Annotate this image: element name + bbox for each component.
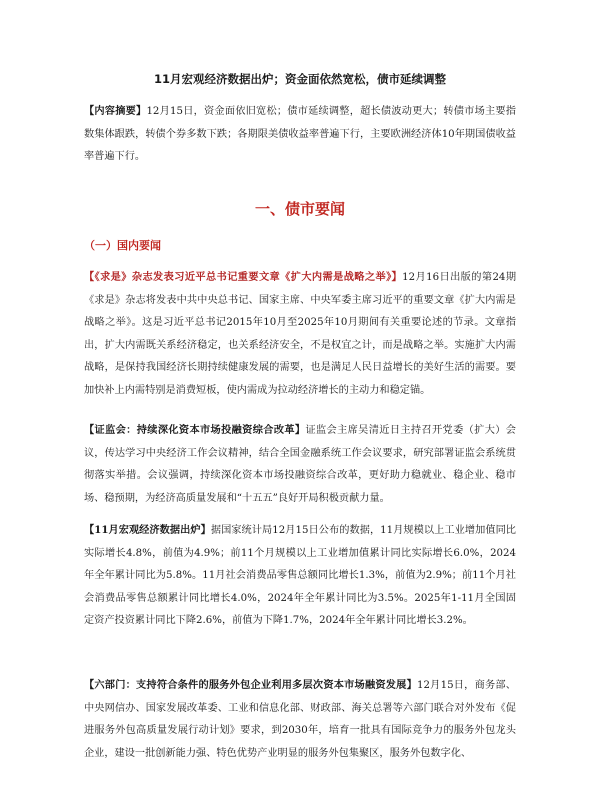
news-item-qiushi [84, 266, 516, 402]
news-item-lead: 【六部门：支持符合条件的服务外包企业利用多层次资本市场融资发展】 [84, 679, 417, 691]
section-heading-bond-news: 一、债市要闻 [254, 200, 345, 218]
news-item-six-departments [84, 674, 516, 765]
news-item-lead: 【《求是》杂志发表习近平总书记重要文章《扩大内需是战略之举》】 [84, 271, 403, 283]
summary-text: 12月15日，资金面依旧宽松；债市延续调整，超长债波动更大；转债市场主要指数集体跟跌，转债个券多数下跌；各期限美债收益率普遍下行，主要欧洲经济体10年期国债收益率普遍下行。 [84, 106, 516, 162]
news-item-lead: 【11月宏观经济数据出炉】 [84, 524, 211, 536]
document-title: 11月宏观经济数据出炉；资金面依然宽松，债市延续调整 [153, 72, 446, 86]
news-item-macro-data [84, 519, 516, 633]
news-item-body: 12月15日，商务部、中央网信办、国家发展改革委、工业和信息化部、财政部、海关总署等六部门联合对外发布《促进服务外包高质量发展行动计划》要求，到2030年，培育一批具有国际竞争力的服务外包龙头企业，建设一批创新能力强、特色优势产业明显的服务外包集聚区，服务外包数字化、 [84, 680, 516, 759]
news-item-lead: 【证监会：持续深化资本市场投融资综合改革】 [84, 424, 306, 436]
subsection-heading-domestic-news: （一）国内要闻 [84, 239, 161, 252]
summary-label: 【内容摘要】 [84, 105, 147, 117]
news-item-body: 据国家统计局12月15日公布的数据，11月规模以上工业增加值同比实际增长4.8%，前值为4.9%；前11个月规模以上工业增加值累计同比实际增长6.0%，2024年全年累计同比为5.8%。11月社会消费品零售总额同比增长1.3%，前值为2.9%；前11个月社会消费品零售总额累计同比增长4.0%，2024年全年累计同比为3.5%。2025年1-11月全国固定资产投资累计同比下降2.6%，前值为下降1.7%，2024年全年累计同比增长3.2%。 [84, 525, 516, 626]
news-item-body: 证监会主席吴清近日主持召开党委（扩大）会议，传达学习中央经济工作会议精神，结合全国金融系统工作会议要求，研究部署证监会系统贯彻落实举措。会议强调，持续深化资本市场投融资综合改革，更好助力稳就业、稳企业、稳市场、稳预期，为经济高质量发展和“十五五”良好开局积极贡献力量。 [84, 425, 516, 504]
news-item-body: 12月16日出版的第24期《求是》杂志将发表中共中央总书记、国家主席、中央军委主席习近平的重要文章《扩大内需是战略之举》。这是习近平总书记2015年10月至2025年10月期间有关重要论述的节录。文章指出，扩大内需既关系经济稳定，也关系经济安全，不是权宜之计，而是战略之举。实施扩大内需战略，是保持我国经济长期持续健康发展的需要，也是满足人民日益增长的美好生活的需要。要加快补上内需特别是消费短板，使内需成为拉动经济增长的主动力和稳定锚。 [84, 272, 517, 396]
news-item-csrc [84, 419, 516, 510]
summary-paragraph [84, 100, 516, 169]
